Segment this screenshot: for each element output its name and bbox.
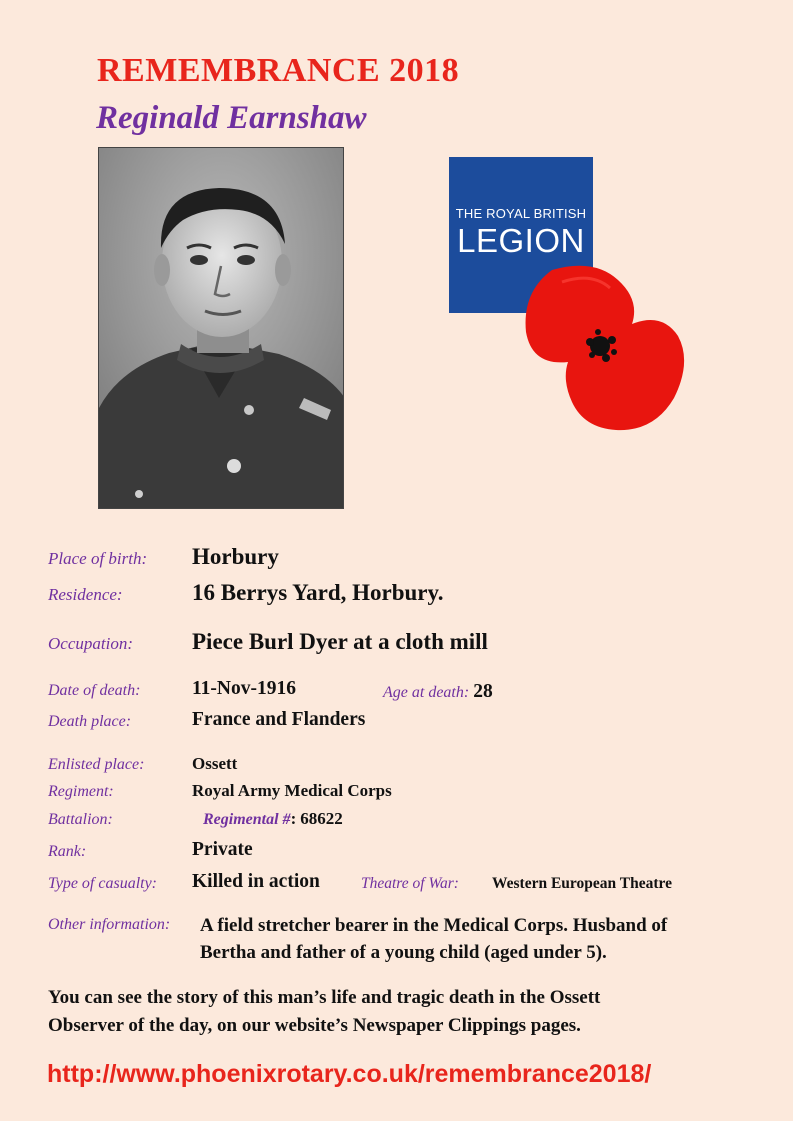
website-link[interactable]: http://www.phoenixrotary.co.uk/remembrance2018/ [47,1060,652,1088]
age-at-death-value: 28 [473,681,493,702]
regimental-number-label: Regimental # [203,811,291,828]
place-of-birth-label: Place of birth: [48,549,148,568]
regimental-number-group [203,809,343,829]
other-information-line-2: Bertha and father of a young child (aged under 5). [200,942,607,963]
age-at-death-group [383,681,493,703]
residence-label: Residence: [48,585,123,604]
soldier-portrait [98,147,344,509]
age-at-death-label: Age at death [383,684,464,701]
other-information-line-1: A field stretcher bearer in the Medical Corps. Husband of [200,915,668,936]
type-of-casualty-label: Type of casualty: [48,875,158,892]
page-title: REMEMBRANCE 2018 [97,52,460,89]
place-of-birth-value: Horbury [192,544,279,569]
regimental-number-value: 68622 [300,809,343,828]
soldier-name: Reginald Earnshaw [96,100,367,136]
story-paragraph [48,984,748,1040]
theatre-of-war-value: Western European Theatre [492,875,672,892]
death-place-label: Death place: [48,713,132,730]
story-line-1: You can see the story of this man’s life and tragic death in the Ossett [48,987,601,1008]
date-of-death-value: 11-Nov-1916 [192,678,296,699]
occupation-value: Piece Burl Dyer at a cloth mill [192,629,488,654]
enlisted-place-label: Enlisted place: [48,756,145,773]
other-information-value [200,912,760,966]
type-of-casualty-value: Killed in action [192,871,320,892]
other-information-label: Other information: [48,916,171,933]
rank-value: Private [192,839,253,860]
battalion-label: Battalion: [48,811,113,828]
enlisted-place-value: Ossett [192,754,238,773]
theatre-of-war-label: Theatre of War: [361,875,459,892]
portrait-drawing [99,148,344,509]
logo-line-2: LEGION [457,222,585,259]
regiment-label: Regiment: [48,783,114,800]
date-of-death-label: Date of death: [48,682,141,699]
logo-line-1: THE ROYAL BRITISH [455,206,587,221]
rank-label: Rank: [48,843,87,860]
regimental-number-colon: : [290,809,297,828]
death-place-value: France and Flanders [192,709,366,730]
poppy-icon [522,262,688,434]
story-line-2: Observer of the day, on our website’s Newspaper Clippings pages. [48,1015,581,1036]
regiment-value: Royal Army Medical Corps [192,781,392,800]
residence-value: 16 Berrys Yard, Horbury. [192,580,444,605]
age-at-death-colon: : [463,684,470,701]
occupation-label: Occupation: [48,634,133,653]
